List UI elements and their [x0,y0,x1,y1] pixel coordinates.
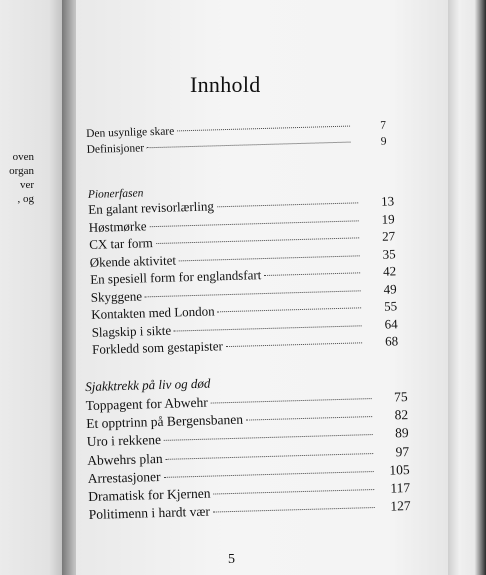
toc-entry-page: 13 [380,193,395,209]
left-page-line: organ [9,165,34,177]
dot-leader [218,307,361,312]
left-page [0,0,70,575]
toc-entry-page: 27 [381,228,396,244]
toc-entry-title: En spesiell form for englandsfart [90,267,262,287]
toc-entry-page: 9 [380,135,387,148]
page-number: 5 [228,552,235,567]
toc-entry-page: 117 [390,479,411,496]
toc-entry-page: 82 [394,407,409,423]
toc-entry-page: 7 [380,119,387,132]
left-page-line: oven [12,151,34,163]
toc-entry-page: 19 [381,210,395,227]
toc-entry-title: Abwehrs plan [87,450,163,468]
dot-leader [217,202,358,207]
toc-entry-page: 64 [384,315,398,332]
toc-entry-title: Økende aktivitet [89,251,177,270]
page-edges [448,0,486,575]
toc-entry-title: Uro i rekkene [86,432,162,450]
toc-section-sjakktrekk [85,371,411,525]
toc-entry-page: 105 [389,461,410,478]
dot-leader [156,237,359,244]
toc-section-pionerfasen [88,179,399,359]
toc-entry-page: 42 [382,263,397,279]
dot-leader [147,142,350,149]
section-label: Pionerfasen [87,187,144,201]
toc-entry-title: Skyggene [90,287,143,305]
dot-leader [164,471,374,478]
toc-entry-title: Toppagent for Abwehr [85,394,208,414]
toc-entry-title: Dramatisk for Kjernen [88,485,211,504]
page-title: Innhold [190,72,261,97]
dot-leader [226,342,362,347]
toc-entry-title: Slagskip i sikte [91,322,172,340]
dot-leader [166,453,374,460]
left-page-line: ver [19,179,34,191]
toc-entry-page: 89 [394,425,409,441]
toc-entry-page: 97 [395,443,410,459]
dot-leader [164,434,373,441]
toc-entry-title: Et opptrinn på Bergensbanen [86,411,244,432]
dot-leader [150,220,359,227]
left-page-line: , og [17,193,34,205]
toc-entry-page: 35 [382,245,396,262]
toc-entry-title: Arrestasjoner [87,468,161,486]
toc-entry-page: 68 [384,333,399,349]
toc-entry-page: 55 [383,298,398,314]
dot-leader [211,398,372,403]
toc-entry-title: Den usynlige skare [85,125,175,140]
dot-leader [264,272,360,276]
toc-entry-title: Forkledd som gestapister [91,338,224,357]
dot-leader [179,255,360,261]
dot-leader [145,290,361,297]
section-label: Sjakktrekk på liv og død [85,375,211,395]
dot-leader [174,325,362,331]
toc-entry-title: En galant revisorlærling [88,198,215,217]
toc-entry-title: CX tar form [89,235,153,252]
left-page-text [0,150,34,206]
dot-leader [213,489,374,494]
toc-entry-title: Definisjoner [86,142,145,156]
dot-leader [177,126,350,132]
toc-entry-title: Høstmørke [88,217,147,235]
toc-entry-page: 75 [393,389,408,405]
toc-entry-title: Politimenn i hardt vær [88,503,211,523]
dot-leader [246,416,372,421]
dot-leader [213,507,375,513]
toc-entry-page: 127 [390,498,411,514]
toc-entry-title: Kontakten med London [90,303,215,322]
toc-entry-page: 49 [383,280,397,297]
